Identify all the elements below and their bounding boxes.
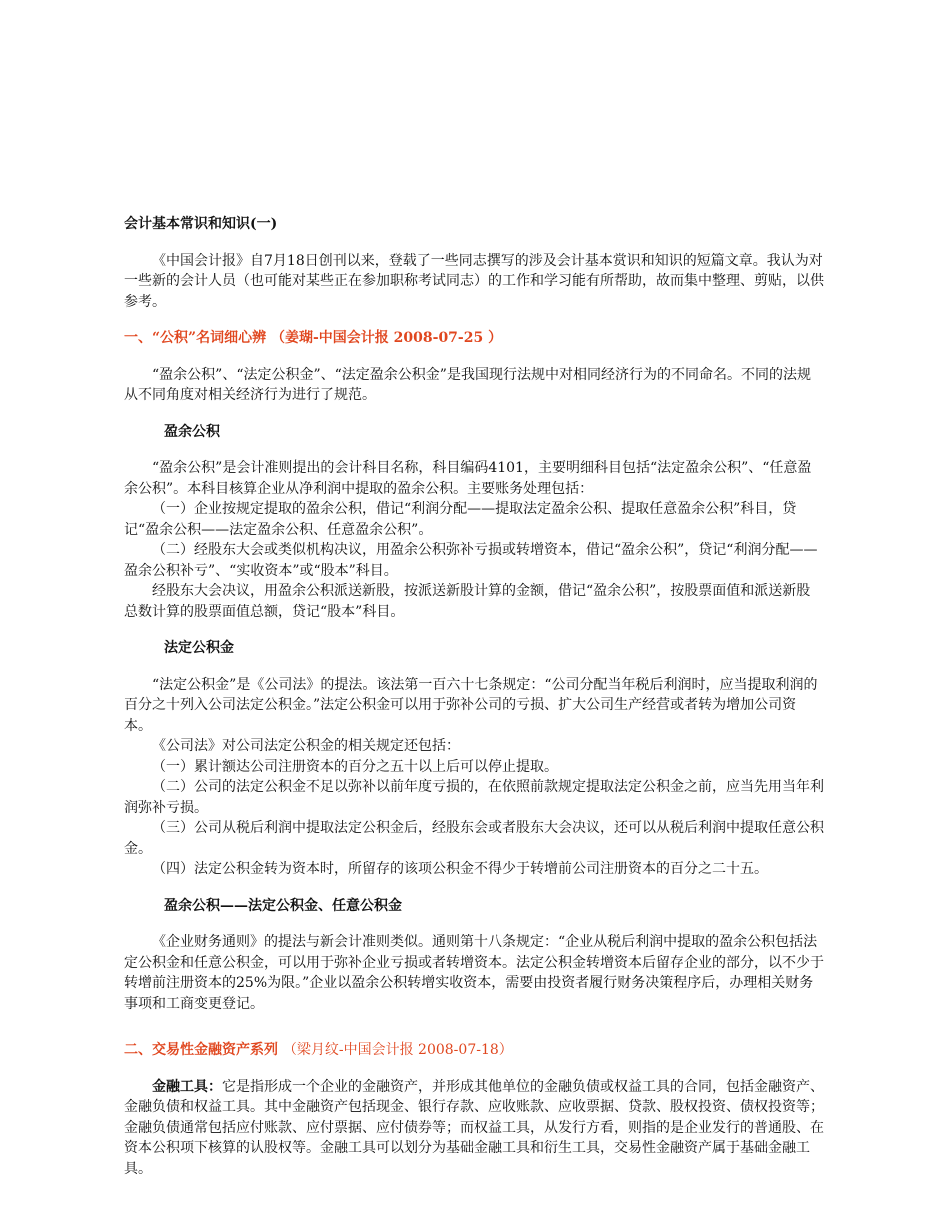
document-title: 会计基本常识和知识(一) <box>124 216 278 232</box>
subsection-title-statutory-reserve: 法定公积金 <box>164 640 234 656</box>
section-2-title: 二、交易性金融资产系列 <box>124 1042 278 1058</box>
section-1-source: （姜瑚-中国会计报 2008-07-25 ） <box>270 330 503 346</box>
paragraph: （一）累计额达公司注册资本的百分之五十以上后可以停止提取。 <box>152 758 558 775</box>
section-1-heading <box>124 328 824 349</box>
paragraph: “盈余公积”是会计准则提出的会计科目名称，科目编码4101，主要明细科目包括“法定盈余公积”、“任意盈余公积”。本科目核算企业从净利润中提取的盈余公积。主要账务处理包括： <box>124 460 812 497</box>
subsection-title-surplus-reserve: 盈余公积 <box>164 423 220 440</box>
intro-paragraph: 《中国会计报》自7月18日创刊以来，登载了一些同志撰写的涉及会计基本赏识和知识的短篇文章。我认为对一些新的会计人员（也可能对某些正在参加职称考试同志）的工作和学习能有所帮助，故而集中整理、剪贴，以供参考。 <box>124 252 824 310</box>
paragraph: 经股东大会决议，用盈余公积派送新股，按派送新股计算的金额，借记“盈余公积”，按股票面值和派送新股总数计算的股票面值总额，贷记“股本”科目。 <box>124 583 811 620</box>
term-financial-instrument: 金融工具： <box>152 1078 222 1095</box>
paragraph: （一）企业按规定提取的盈余公积，借记“利润分配——提取法定盈余公积、提取任意盈余公积”科目，贷记“盈余公积——法定盈余公积、任意盈余公积”。 <box>124 501 797 538</box>
section-2-source: （梁月纹-中国会计报 2008-07-18） <box>282 1042 513 1058</box>
paragraph: （二）经股东大会或类似机构决议，用盈余公积弥补亏损或转增资本，借记“盈余公积”，贷记“利润分配——盈余公积补亏”、“实收资本”或“股本”科目。 <box>124 542 818 579</box>
paragraph: 《公司法》对公司法定公积金的相关规定还包括： <box>152 738 460 754</box>
paragraph: 《企业财务通则》的提法与新会计准则类似。通则第十八条规定：“企业从税后利润中提取的盈余公积包括法定公积金和任意公积金，可以用于弥补企业亏损或者转增资本。法定公积金转增资本后留存企业的部分，以不少于转增前注册资本的25%为限。”企业以盈余公积转增实收资本，需要由投资者履行财务决策程序后，办理相关财务事项和工商变更登记。 <box>124 934 824 1012</box>
paragraph: “法定公积金”是《公司法》的提法。该法第一百六十七条规定：“公司分配当年税后利润时，应当提取利润的百分之十列入公司法定公积金。”法定公积金可以用于弥补公司的亏损、扩大公司生产经营或者转为增加公司资本。 <box>124 676 818 734</box>
section-1-title: 一、“公积”名词细心辨 <box>124 330 267 346</box>
paragraph: （三）公司从税后利润中提取法定公积金后，经股东会或者股东大会决议，还可以从税后利润中提取任意公积金。 <box>124 820 824 857</box>
section-2-text: 它是指形成一个企业的金融资产，并形成其他单位的金融负债或权益工具的合同，包括金融资产、金融负债和权益工具。其中金融资产包括现金、银行存款、应收账款、应收票据、贷款、股权投资、债权投资等；金融负债通常包括应付账款、应付票据、应付债券等；而权益工具，从发行方看，则指的是企业发行的普通股、在资本公积项下核算的认股权等。金融工具可以划分为基础金融工具和衍生工具，交易性金融资产属于基础金融工具。 <box>124 1078 824 1177</box>
document-page <box>124 214 824 1179</box>
subsection-title-surplus-statutory-discretionary: 盈余公积——法定公积金、任意公积金 <box>164 897 402 914</box>
section-2-heading <box>124 1040 824 1061</box>
paragraph: （二）公司的法定公积金不足以弥补以前年度亏损的，在依照前款规定提取法定公积金之前，应当先用当年利润弥补亏损。 <box>124 779 824 816</box>
section-1-paragraph: “盈余公积”、“法定公积金”、“法定盈余公积金”是我国现行法规中对相同经济行为的不同命名。不同的法规从不同角度对相关经济行为进行了规范。 <box>124 366 811 403</box>
section-2-paragraph <box>124 1077 824 1180</box>
paragraph: （四）法定公积金转为资本时，所留存的该项公积金不得少于转增前公司注册资本的百分之二十五。 <box>152 861 768 877</box>
